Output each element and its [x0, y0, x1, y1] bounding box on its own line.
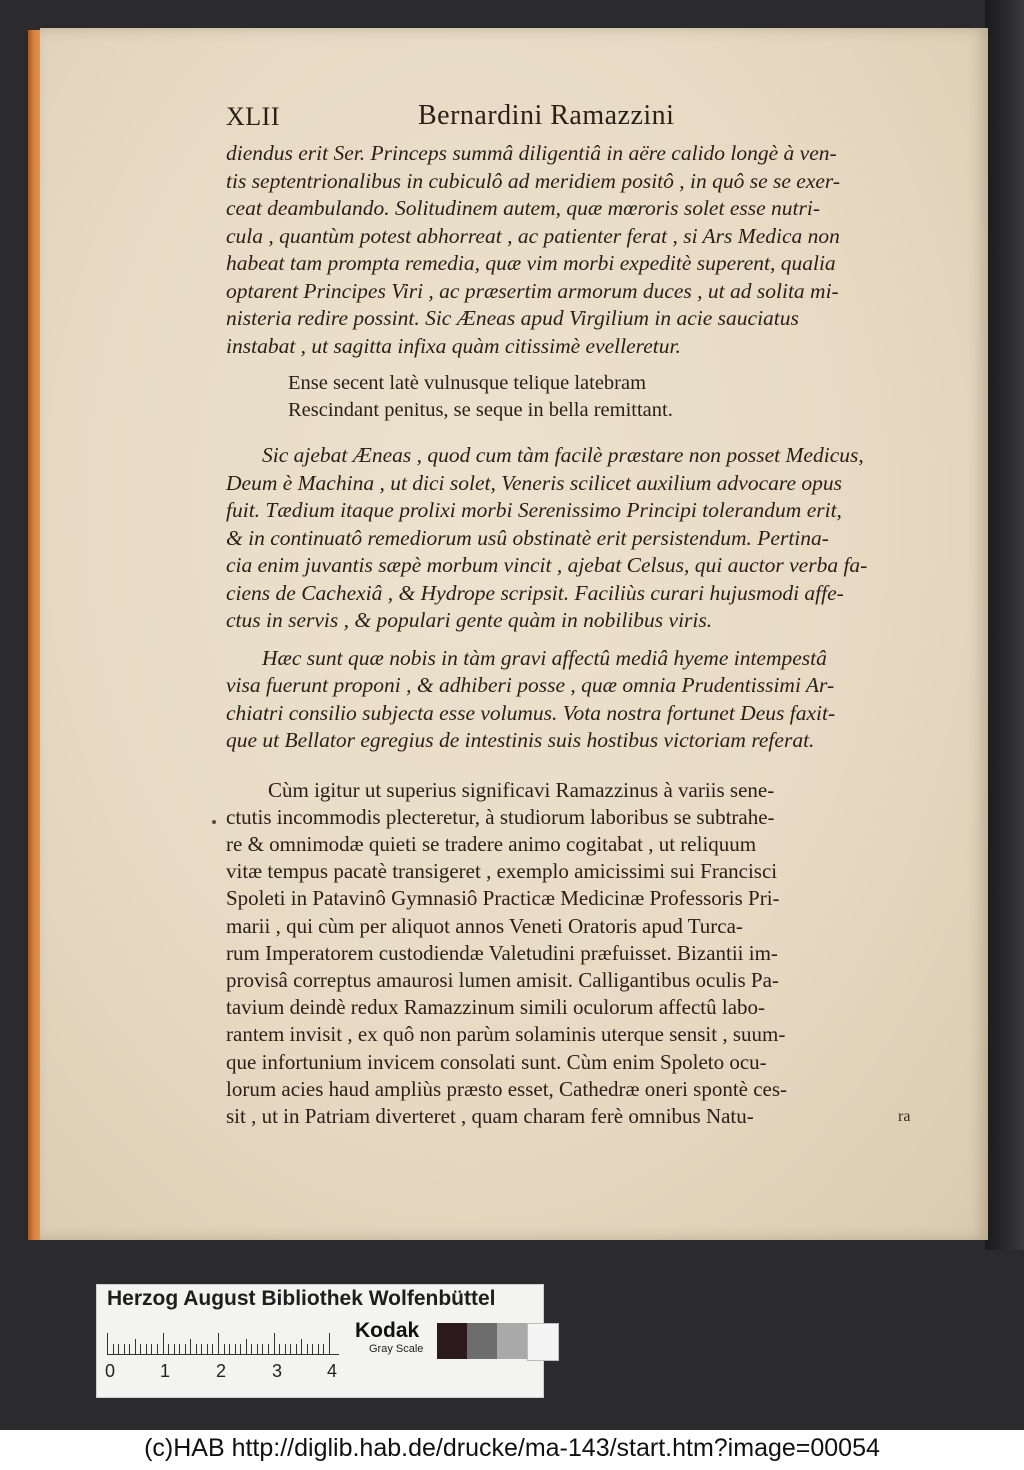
- ruler-tick: [135, 1339, 136, 1355]
- ruler-tick: [157, 1344, 158, 1355]
- gray-swatch: [497, 1323, 527, 1359]
- verse-line: Ense secent latè vulnusque telique latebram: [288, 372, 647, 394]
- ruler-tick: [212, 1344, 213, 1355]
- ruler-tick: [268, 1344, 269, 1355]
- ruler-tick: [146, 1344, 147, 1355]
- ruler-tick: [274, 1333, 275, 1355]
- ruler-tick: [262, 1344, 263, 1355]
- paragraph-1: [226, 140, 926, 360]
- scan-background: [985, 0, 1024, 1250]
- ruler-number: 2: [216, 1361, 227, 1381]
- ruler-number: 4: [327, 1361, 338, 1381]
- ruler-tick: [251, 1344, 252, 1355]
- ruler-tick: [290, 1344, 291, 1355]
- page-text: [226, 100, 926, 1130]
- kodak-gray-scale: [351, 1321, 537, 1359]
- paragraph-4: [226, 777, 926, 1131]
- text-line: tavium deindè redux Ramazzinum simili oculorum affectû labo-: [226, 995, 766, 1020]
- text-line: rum Imperatorem custodiendæ Valetudini præfuisset. Bizantii im-: [226, 940, 778, 965]
- ruler-tick: [129, 1344, 130, 1355]
- scale-ruler: [107, 1325, 339, 1355]
- verse-line: Rescindant penitus, se seque in bella remittant.: [288, 399, 673, 421]
- ruler-tick: [179, 1344, 180, 1355]
- gray-swatch: [467, 1323, 497, 1359]
- ruler-tick: [301, 1339, 302, 1355]
- text-line: diendus erit Ser. Princeps summâ diligentiâ in aëre calido longè à ven-: [226, 141, 837, 165]
- ruler-tick: [279, 1344, 280, 1355]
- ruler-tick: [323, 1344, 324, 1355]
- ruler-tick: [257, 1344, 258, 1355]
- catchword: ra: [898, 1108, 911, 1125]
- text-line: Spoleti in Patavinô Gymnasiô Practicæ Medicinæ Professoris Pri-: [226, 886, 780, 911]
- text-line: Cùm igitur ut superius significavi Ramazzinus à variis sene-: [268, 777, 775, 802]
- ruler-tick: [185, 1344, 186, 1355]
- ruler-tick: [240, 1344, 241, 1355]
- text-line: re & omnimodæ quieti se tradere animo cogitabat , ut reliquum: [226, 831, 757, 856]
- ruler-tick: [113, 1344, 114, 1355]
- page-number: XLII: [226, 102, 280, 131]
- ruler-tick: [118, 1344, 119, 1355]
- text-line: ctus in servis , & populari gente quàm in nobilibus viris.: [226, 608, 713, 632]
- text-line: provisâ correptus amaurosi lumen amisit. Calligantibus oculis Pa-: [226, 967, 779, 992]
- text-line: lorum acies haud ampliùs præsto esset, Cathedræ oneri spontè ces-: [226, 1076, 788, 1101]
- text-line: & in continuatô remediorum usû obstinatè erit persistendum. Pertina-: [226, 525, 829, 550]
- text-line: cia enim juvantis sæpè morbum vincit , ajebat Celsus, qui auctor verba fa-: [226, 553, 868, 577]
- verse-quotation: [288, 370, 926, 424]
- library-name: Herzog August Bibliothek Wolfenbüttel: [107, 1287, 496, 1310]
- text-line: optarent Principes Viri , ac præsertim armorum duces , ut ad solita mi-: [226, 278, 839, 303]
- ruler-tick: [307, 1344, 308, 1355]
- text-line: ceat deambulando. Solitudinem autem, quæ mœroris solet esse nutri-: [226, 196, 820, 220]
- ruler-number: 3: [272, 1361, 283, 1381]
- ruler-tick: [218, 1333, 219, 1355]
- ruler-tick: [190, 1339, 191, 1355]
- color-target-card: [96, 1284, 544, 1398]
- ruler-tick: [235, 1344, 236, 1355]
- copyright-footer: [0, 1430, 1024, 1470]
- source-url: (c)HAB http://diglib.hab.de/drucke/ma-143/start.htm?image=00054: [144, 1434, 880, 1462]
- gray-swatch: [437, 1323, 467, 1359]
- ruler-tick: [312, 1344, 313, 1355]
- text-line: vitæ tempus pacatè transigeret , exemplo amicissimi sui Francisci: [226, 859, 778, 884]
- text-line: marii , qui cùm per aliquot annos Veneti Oratoris apud Turca-: [226, 913, 743, 938]
- text-line: rantem invisit , ex quô non parùm solaminis uterque sensit , suum-: [226, 1022, 786, 1047]
- ruler-tick: [318, 1344, 319, 1355]
- text-line: tis septentrionalibus in cubiculô ad meridiem positô , in quô se se exer-: [226, 168, 841, 193]
- ruler-tick: [163, 1333, 164, 1355]
- ruler-tick: [174, 1344, 175, 1355]
- ruler-number: 1: [160, 1361, 171, 1381]
- paragraph-3: [226, 645, 926, 755]
- ink-spot: [212, 820, 216, 824]
- text-line: sit , ut in Patriam diverteret , quam charam ferè omnibus Natu-: [226, 1103, 754, 1128]
- text-line: que ut Bellator egregius de intestinis suis hostibus victoriam referat.: [226, 728, 815, 752]
- running-title: Bernardini Ramazzini: [418, 100, 675, 131]
- ruler-tick: [151, 1344, 152, 1355]
- ruler-tick: [124, 1344, 125, 1355]
- ruler-tick: [285, 1344, 286, 1355]
- text-line: nisteria redire possint. Sic Æneas apud Virgilium in acie sauciatus: [226, 306, 799, 330]
- text-line: Sic ajebat Æneas , quod cum tàm facilè præstare non posset Medicus,: [262, 443, 864, 467]
- text-line: Hæc sunt quæ nobis in tàm gravi affectû mediâ hyeme intempestâ: [262, 645, 827, 670]
- ruler-tick: [246, 1339, 247, 1355]
- text-line: que infortunium invicem consolati sunt. Cùm enim Spoleto ocu-: [226, 1049, 767, 1074]
- text-line: ctutis incommodis plecteretur, à studiorum laboribus se subtrahe-: [226, 804, 775, 829]
- ruler-number: 0: [105, 1361, 116, 1381]
- ruler-tick: [168, 1344, 169, 1355]
- text-line: ciens de Cachexiâ , & Hydrope scripsit. Faciliùs curari hujusmodi affe-: [226, 580, 844, 605]
- ruler-tick: [229, 1344, 230, 1355]
- text-line: chiatri consilio subjecta esse volumus. Vota nostra fortunet Deus faxit-: [226, 700, 836, 725]
- running-header: [226, 100, 926, 140]
- ruler-tick: [201, 1344, 202, 1355]
- gray-swatch: [527, 1323, 559, 1361]
- ruler-tick: [329, 1333, 330, 1355]
- text-line: habeat tam prompta remedia, quæ vim morbi expeditè superent, qualia: [226, 251, 836, 275]
- ruler-tick: [207, 1344, 208, 1355]
- text-line: instabat , ut sagitta infixa quàm citissimè evelleretur.: [226, 333, 681, 358]
- text-line: fuit. Tædium itaque prolixi morbi Serenissimo Principi tolerandum erit,: [226, 498, 842, 522]
- paragraph-2: [226, 442, 926, 635]
- ruler-tick: [224, 1344, 225, 1355]
- text-line: Deum è Machina , ut dici solet, Veneris scilicet auxilium advocare opus: [226, 470, 842, 495]
- kodak-logo: Kodak: [355, 1319, 420, 1342]
- text-line: visa fuerunt proponi , & adhiberi posse , quæ omnia Prudentissimi Ar-: [226, 673, 835, 697]
- ruler-tick: [107, 1333, 108, 1355]
- ruler-tick: [196, 1344, 197, 1355]
- gray-scale-label: Gray Scale: [369, 1343, 424, 1355]
- ruler-tick: [296, 1344, 297, 1355]
- text-line: cula , quantùm potest abhorreat , ac patienter ferat , si Ars Medica non: [226, 223, 840, 248]
- ruler-tick: [140, 1344, 141, 1355]
